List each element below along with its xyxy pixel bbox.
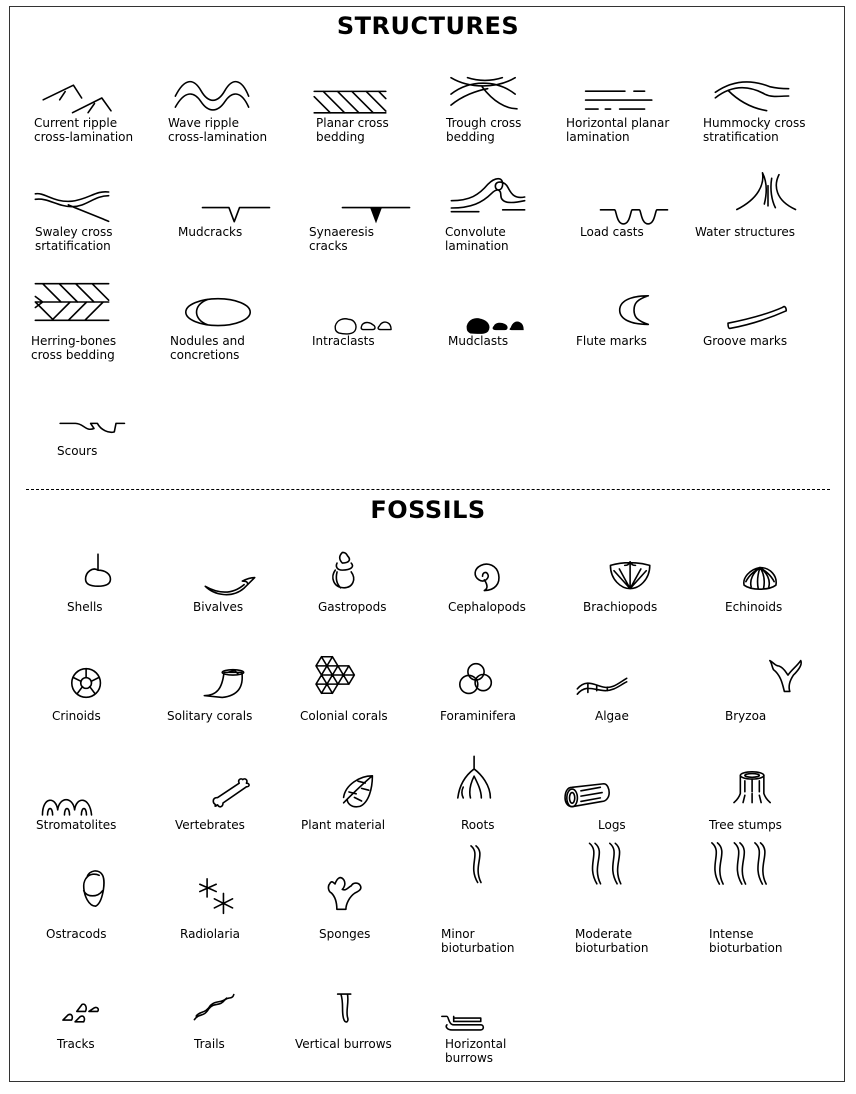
sponges-icon bbox=[326, 873, 364, 913]
flute-marks-label: Flute marks bbox=[576, 334, 647, 348]
flute-marks-icon bbox=[616, 294, 652, 328]
bivalves-label: Bivalves bbox=[193, 600, 244, 614]
horizontal-planar-label: Horizontal planar lamination bbox=[566, 116, 670, 144]
colonial-corals-icon bbox=[316, 653, 358, 697]
legend-item-horizontal-burrows bbox=[445, 987, 580, 1087]
legend-item-wave-ripple bbox=[168, 66, 303, 166]
legend-item-radiolaria bbox=[180, 877, 315, 977]
legend-item-cephalopods bbox=[448, 550, 583, 650]
minor-bioturbation-label: Minor bioturbation bbox=[441, 927, 515, 955]
cephalopods-label: Cephalopods bbox=[448, 600, 526, 614]
echinoids-icon bbox=[740, 564, 780, 594]
legend-item-groove-marks bbox=[703, 284, 838, 384]
mudcracks-icon bbox=[198, 197, 274, 227]
legend-item-vertebrates bbox=[175, 768, 310, 868]
plant-material-label: Plant material bbox=[301, 818, 386, 832]
legend-item-algae bbox=[595, 659, 730, 759]
mudcracks-label: Mudcracks bbox=[178, 225, 243, 239]
herring-bones-label: Herring-bones cross bedding bbox=[31, 334, 117, 362]
legend-item-intense-bioturbation bbox=[709, 877, 844, 977]
vertebrates-icon bbox=[210, 776, 254, 812]
legend-item-plant-material bbox=[301, 768, 436, 868]
trails-icon bbox=[192, 991, 238, 1025]
legend-item-echinoids bbox=[725, 550, 856, 650]
intense-bioturbation-label: Intense bioturbation bbox=[709, 927, 783, 955]
water-structures-icon bbox=[734, 171, 802, 215]
stromatolites-icon bbox=[36, 798, 98, 820]
fossils-heading: FOSSILS bbox=[370, 496, 486, 524]
ostracods-icon bbox=[82, 867, 106, 911]
algae-label: Algae bbox=[595, 709, 629, 723]
hummocky-label: Hummocky cross stratification bbox=[703, 116, 806, 144]
legend-item-planar-cross bbox=[316, 66, 451, 166]
legend-item-brachiopods bbox=[583, 550, 718, 650]
shells-label: Shells bbox=[67, 600, 103, 614]
solitary-corals-icon bbox=[202, 667, 246, 701]
foraminifera-icon bbox=[458, 659, 494, 699]
legend-item-sponges bbox=[319, 877, 454, 977]
tree-stumps-icon bbox=[732, 770, 774, 808]
trough-cross-label: Trough cross bedding bbox=[446, 116, 522, 144]
horizontal-burrows-label: Horizontal burrows bbox=[445, 1037, 507, 1065]
scours-icon bbox=[54, 420, 134, 442]
bryzoa-icon bbox=[768, 655, 808, 697]
current-ripple-icon bbox=[38, 76, 118, 120]
legend-item-herring-bones bbox=[31, 284, 166, 384]
horizontal-planar-icon bbox=[574, 84, 658, 118]
echinoids-label: Echinoids bbox=[725, 600, 783, 614]
legend-item-foraminifera bbox=[440, 659, 575, 759]
swaley-icon bbox=[32, 181, 112, 225]
trails-label: Trails bbox=[194, 1037, 225, 1051]
foraminifera-label: Foraminifera bbox=[440, 709, 516, 723]
convolute-icon bbox=[448, 175, 528, 219]
current-ripple-label: Current ripple cross-lamination bbox=[34, 116, 134, 144]
wave-ripple-icon bbox=[172, 76, 252, 120]
legend-item-water-structures bbox=[695, 175, 830, 275]
legend-item-gastropods bbox=[318, 550, 453, 650]
legend-item-stromatolites bbox=[36, 768, 171, 868]
tracks-icon bbox=[60, 1001, 104, 1027]
hummocky-icon bbox=[712, 74, 792, 118]
legend-item-ostracods bbox=[46, 877, 181, 977]
nodules-icon bbox=[182, 296, 254, 330]
legend-item-horizontal-planar bbox=[566, 66, 701, 166]
legend-item-scours bbox=[57, 394, 192, 494]
colonial-corals-label: Colonial corals bbox=[300, 709, 388, 723]
planar-cross-icon bbox=[308, 86, 392, 120]
plant-material-icon bbox=[340, 774, 376, 810]
legend-item-trough-cross bbox=[446, 66, 581, 166]
convolute-label: Convolute lamination bbox=[445, 225, 509, 253]
gastropods-icon bbox=[330, 550, 360, 592]
horizontal-burrows-icon bbox=[438, 1013, 488, 1035]
legend-item-swaley bbox=[35, 175, 170, 275]
tracks-label: Tracks bbox=[57, 1037, 95, 1051]
legend-item-convolute bbox=[445, 175, 580, 275]
legend-item-mudclasts bbox=[448, 284, 583, 384]
moderate-bioturbation-label: Moderate bioturbation bbox=[575, 927, 649, 955]
brachiopods-icon bbox=[608, 560, 654, 594]
legend-item-solitary-corals bbox=[167, 659, 302, 759]
sponges-label: Sponges bbox=[319, 927, 371, 941]
brachiopods-label: Brachiopods bbox=[583, 600, 658, 614]
structures-heading: STRUCTURES bbox=[336, 12, 520, 40]
crinoids-label: Crinoids bbox=[52, 709, 101, 723]
scours-label: Scours bbox=[57, 444, 98, 458]
planar-cross-label: Planar cross bedding bbox=[316, 116, 389, 144]
legend-item-current-ripple bbox=[34, 66, 169, 166]
legend-item-colonial-corals bbox=[300, 659, 435, 759]
legend-item-bryzoa bbox=[725, 659, 856, 759]
logs-icon bbox=[562, 782, 614, 812]
legend-item-mudcracks bbox=[178, 175, 313, 275]
legend-item-nodules bbox=[170, 284, 305, 384]
minor-bioturbation-icon bbox=[466, 841, 486, 899]
vertical-burrows-label: Vertical burrows bbox=[295, 1037, 392, 1051]
crinoids-icon bbox=[70, 665, 104, 701]
legend-item-bivalves bbox=[193, 550, 328, 650]
legend-item-shells bbox=[67, 550, 202, 650]
vertical-burrows-icon bbox=[336, 989, 354, 1027]
legend-item-intraclasts bbox=[312, 284, 447, 384]
radiolaria-icon bbox=[198, 877, 238, 917]
synaeresis-icon bbox=[338, 197, 414, 227]
stromatolites-label: Stromatolites bbox=[36, 818, 117, 832]
intense-bioturbation-icon bbox=[706, 841, 772, 899]
ostracods-label: Ostracods bbox=[46, 927, 107, 941]
nodules-label: Nodules and concretions bbox=[170, 334, 245, 362]
shells-icon bbox=[82, 552, 114, 592]
moderate-bioturbation-icon bbox=[584, 841, 630, 899]
legend-item-minor-bioturbation bbox=[441, 877, 576, 977]
cephalopods-icon bbox=[470, 560, 504, 596]
gastropods-label: Gastropods bbox=[318, 600, 387, 614]
logs-label: Logs bbox=[598, 818, 626, 832]
roots-label: Roots bbox=[461, 818, 495, 832]
solitary-corals-label: Solitary corals bbox=[167, 709, 253, 723]
wave-ripple-label: Wave ripple cross-lamination bbox=[168, 116, 268, 144]
intraclasts-label: Intraclasts bbox=[312, 334, 375, 348]
trough-cross-icon bbox=[448, 74, 520, 118]
swaley-label: Swaley cross srtatification bbox=[35, 225, 113, 253]
radiolaria-label: Radiolaria bbox=[180, 927, 241, 941]
legend-item-vertical-burrows bbox=[295, 987, 430, 1087]
legend-item-synaeresis bbox=[309, 175, 444, 275]
groove-marks-label: Groove marks bbox=[703, 334, 788, 348]
load-casts-label: Load casts bbox=[580, 225, 644, 239]
tree-stumps-label: Tree stumps bbox=[709, 818, 782, 832]
bryzoa-label: Bryzoa bbox=[725, 709, 767, 723]
legend-item-hummocky bbox=[703, 66, 838, 166]
groove-marks-icon bbox=[724, 302, 792, 332]
algae-icon bbox=[574, 673, 630, 703]
legend-item-flute-marks bbox=[576, 284, 711, 384]
synaeresis-label: Synaeresis cracks bbox=[309, 225, 374, 253]
herring-bones-icon bbox=[30, 280, 114, 324]
water-structures-label: Water structures bbox=[695, 225, 795, 239]
mudclasts-label: Mudclasts bbox=[448, 334, 509, 348]
legend-item-moderate-bioturbation bbox=[575, 877, 710, 977]
vertebrates-label: Vertebrates bbox=[175, 818, 245, 832]
legend-item-tracks bbox=[57, 987, 192, 1087]
roots-icon bbox=[456, 754, 494, 802]
